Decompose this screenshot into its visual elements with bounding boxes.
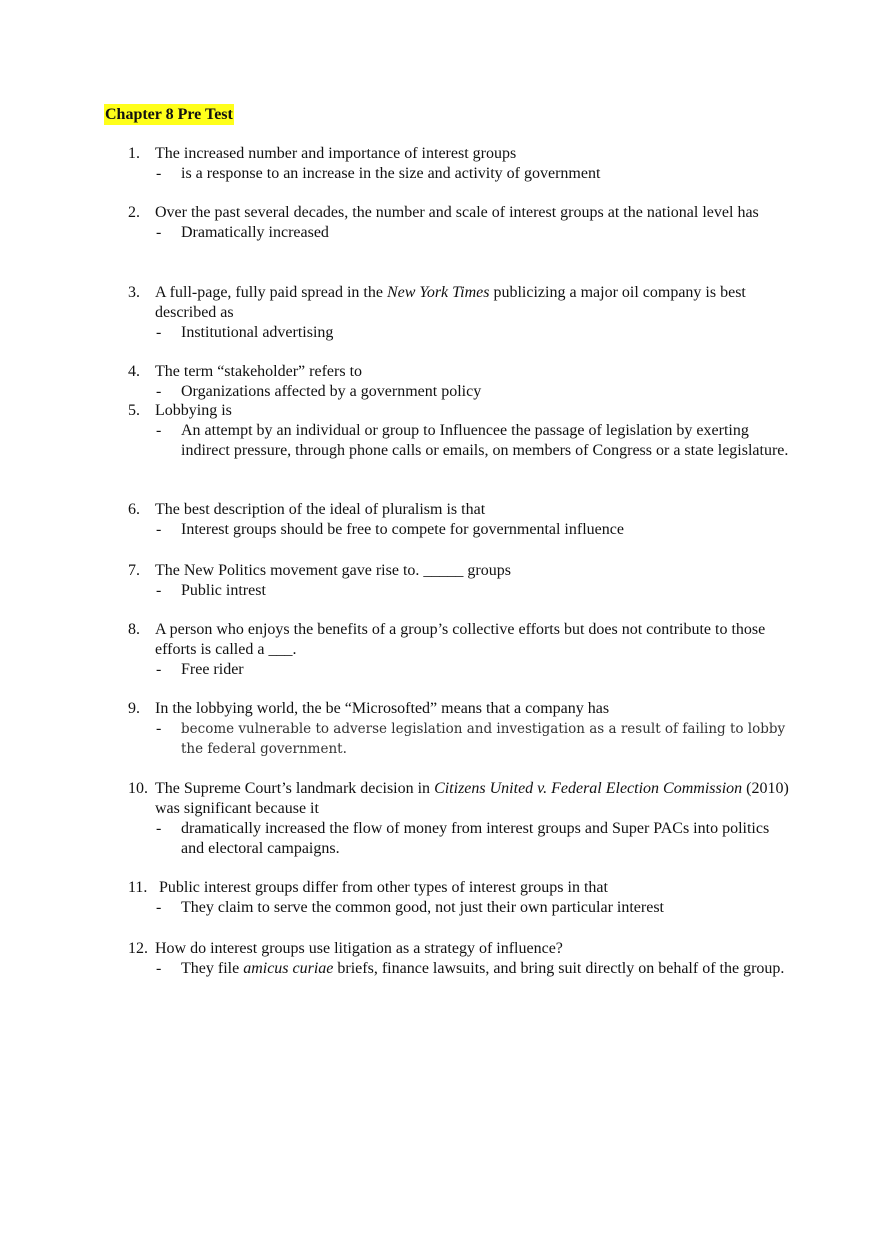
question-text: Lobbying is <box>155 402 232 419</box>
answer-text: is a response to an increase in the size and activity of government <box>181 165 601 182</box>
question-text: A full-page, fully paid spread in the New York Times publicizing a major oil company is best described as <box>155 284 746 321</box>
answer-text: Dramatically increased <box>181 224 329 241</box>
newspaper-title: New York Times <box>386 284 490 301</box>
question-item <box>104 144 794 184</box>
answer-text: Interest groups should be free to compete for governmental influence <box>181 521 624 538</box>
answer-bullet: - <box>156 820 162 837</box>
question-item <box>104 203 794 243</box>
question-text: Over the past several decades, the number and scale of interest groups at the national level has <box>155 204 759 221</box>
question-number: 6. <box>128 501 140 518</box>
question-item <box>104 779 794 859</box>
question-number: 3. <box>128 284 140 301</box>
answer-text: dramatically increased the flow of money from interest groups and Super PACs into politics and electoral campaigns. <box>181 820 770 857</box>
case-title: Citizens United v. Federal Election Commission <box>434 780 743 797</box>
question-item <box>104 939 794 979</box>
question-text: The best description of the ideal of pluralism is that <box>155 501 486 518</box>
question-number: 12. <box>128 940 148 957</box>
legal-term: amicus curiae <box>243 960 334 977</box>
question-item <box>104 620 794 680</box>
answer-text: Public intrest <box>181 582 266 599</box>
answer-text: They file amicus curiae briefs, finance lawsuits, and bring suit directly on behalf of the group. <box>181 960 785 977</box>
answer-bullet: - <box>156 324 162 341</box>
answer-bullet: - <box>156 960 162 977</box>
question-number: 7. <box>128 562 140 579</box>
question-text: How do interest groups use litigation as a strategy of influence? <box>155 940 563 957</box>
answer-bullet: - <box>156 521 162 538</box>
question-item <box>104 561 794 601</box>
answer-bullet: - <box>156 661 162 678</box>
question-item <box>104 500 794 540</box>
question-number: 5. <box>128 402 140 419</box>
answer-text: Free rider <box>181 661 244 678</box>
question-number: 1. <box>128 145 140 162</box>
question-item <box>104 878 794 918</box>
answer-text: Organizations affected by a government policy <box>181 383 482 400</box>
question-item <box>104 699 794 759</box>
question-text: In the lobbying world, the be “Microsofted” means that a company has <box>155 700 610 717</box>
question-number: 2. <box>128 204 140 221</box>
answer-bullet: - <box>156 899 162 916</box>
question-item <box>104 362 794 402</box>
question-text: Public interest groups differ from other types of interest groups in that <box>159 879 608 896</box>
question-number: 8. <box>128 621 140 638</box>
answer-bullet: - <box>156 720 162 737</box>
answer-bullet: - <box>156 582 162 599</box>
answer-text: become vulnerable to adverse legislation and investigation as a result of failing to lobby the federal government. <box>181 721 786 757</box>
question-item <box>104 401 794 461</box>
question-number: 9. <box>128 700 140 717</box>
question-number: 11. <box>128 879 148 896</box>
answer-text: They claim to serve the common good, not just their own particular interest <box>181 899 664 916</box>
answer-bullet: - <box>156 422 162 439</box>
page-title: Chapter 8 Pre Test <box>105 106 233 123</box>
answer-bullet: - <box>156 224 162 241</box>
answer-text: An attempt by an individual or group to Influencee the passage of legislation by exerting indirect pressure, through phone calls or emails, on members of Congress or a state legislature. <box>181 422 789 459</box>
answer-text: Institutional advertising <box>181 324 334 341</box>
question-text: The Supreme Court’s landmark decision in Citizens United v. Federal Election Commission (2010) was significant because it <box>155 780 789 817</box>
question-text: A person who enjoys the benefits of a group’s collective efforts but does not contribute to those efforts is called a ___. <box>155 621 766 658</box>
question-text: The term “stakeholder” refers to <box>155 363 363 380</box>
question-item <box>104 283 794 343</box>
question-text: The increased number and importance of interest groups <box>155 145 517 162</box>
question-number: 4. <box>128 363 140 380</box>
answer-bullet: - <box>156 165 162 182</box>
answer-bullet: - <box>156 383 162 400</box>
question-number: 10. <box>128 780 148 797</box>
question-text: The New Politics movement gave rise to. _____ groups <box>155 562 511 579</box>
